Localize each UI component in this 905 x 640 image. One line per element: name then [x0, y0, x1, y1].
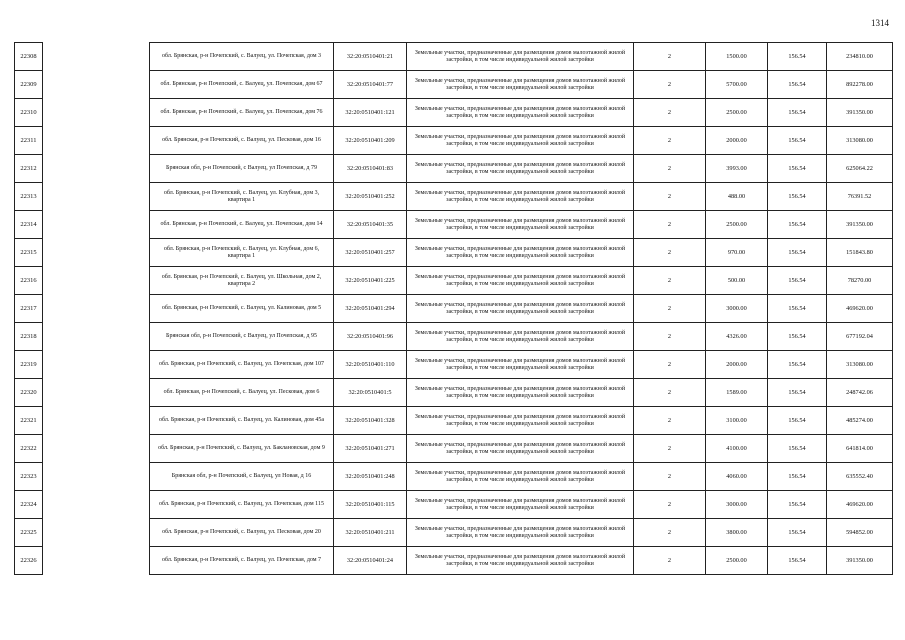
- cadastral-value-cell: 151843.80: [827, 239, 893, 267]
- rate-cell: 156.54: [768, 99, 827, 127]
- address-cell: обл. Брянская, р-н Почепский, с. Валуец, ул. Клубная, дом 3, квартира 1: [150, 183, 334, 211]
- table-row: [15, 267, 893, 295]
- group-cell: 2: [634, 239, 706, 267]
- cadastral-value-cell: 391350.00: [827, 547, 893, 575]
- area-cell: 3100.00: [706, 407, 768, 435]
- cadastral-value-cell: 78270.00: [827, 267, 893, 295]
- cadastral-value-cell: 76391.52: [827, 183, 893, 211]
- area-cell: 2500.00: [706, 547, 768, 575]
- address-cell: обл. Брянская, р-н Почепский, с. Валуец, ул. Почепская, дом 107: [150, 351, 334, 379]
- rate-cell: 156.54: [768, 239, 827, 267]
- address-cell: обл. Брянская, р-н Почепский, с. Валуец, ул. Песковая, дом 20: [150, 519, 334, 547]
- table-row: [15, 547, 893, 575]
- table-row: [15, 407, 893, 435]
- area-cell: 4060.00: [706, 463, 768, 491]
- row-number: 22321: [15, 407, 43, 435]
- group-cell: 2: [634, 99, 706, 127]
- rate-cell: 156.54: [768, 183, 827, 211]
- land-registry-table: [14, 42, 893, 575]
- cadastral-value-cell: 635552.40: [827, 463, 893, 491]
- empty-cell: [43, 463, 150, 491]
- address-cell: Брянская обл, р-н Почепский, с Валуец, ул Новая, д 16: [150, 463, 334, 491]
- row-number: 22308: [15, 43, 43, 71]
- empty-cell: [43, 351, 150, 379]
- empty-cell: [43, 127, 150, 155]
- rate-cell: 156.54: [768, 491, 827, 519]
- area-cell: 4326.00: [706, 323, 768, 351]
- address-cell: обл. Брянская, р-н Почепский, с. Валуец, ул. Почепская, дом 7: [150, 547, 334, 575]
- cadastral-number-cell: 32:20:0510401:209: [334, 127, 407, 155]
- cadastral-number-cell: 32:20:0510401:96: [334, 323, 407, 351]
- table-row: [15, 491, 893, 519]
- group-cell: 2: [634, 491, 706, 519]
- address-cell: обл. Брянская, р-н Почепский, с. Валуец, ул. Почепская, дом 14: [150, 211, 334, 239]
- area-cell: 3000.00: [706, 295, 768, 323]
- table-row: [15, 127, 893, 155]
- group-cell: 2: [634, 155, 706, 183]
- land-use-cell: Земельные участки, предназначенные для размещения домов малоэтажной жилой застройки, в том числе индивидуальной жилой застройки: [407, 519, 634, 547]
- table-row: [15, 155, 893, 183]
- row-number: 22323: [15, 463, 43, 491]
- area-cell: 3800.00: [706, 519, 768, 547]
- group-cell: 2: [634, 435, 706, 463]
- cadastral-value-cell: 469620.00: [827, 491, 893, 519]
- empty-cell: [43, 239, 150, 267]
- rate-cell: 156.54: [768, 127, 827, 155]
- cadastral-number-cell: 32:20:0510401:257: [334, 239, 407, 267]
- group-cell: 2: [634, 323, 706, 351]
- cadastral-value-cell: 313080.00: [827, 127, 893, 155]
- page-number: 1314: [871, 18, 889, 28]
- land-use-cell: Земельные участки, предназначенные для размещения домов малоэтажной жилой застройки, в том числе индивидуальной жилой застройки: [407, 211, 634, 239]
- cadastral-number-cell: 32:20:0510401:110: [334, 351, 407, 379]
- address-cell: обл. Брянская, р-н Почепский, с. Валуец, ул. Почепская, дом 3: [150, 43, 334, 71]
- cadastral-value-cell: 677192.04: [827, 323, 893, 351]
- row-number: 22320: [15, 379, 43, 407]
- land-use-cell: Земельные участки, предназначенные для размещения домов малоэтажной жилой застройки, в том числе индивидуальной жилой застройки: [407, 43, 634, 71]
- cadastral-value-cell: 641814.00: [827, 435, 893, 463]
- land-use-cell: Земельные участки, предназначенные для размещения домов малоэтажной жилой застройки, в том числе индивидуальной жилой застройки: [407, 127, 634, 155]
- rate-cell: 156.54: [768, 71, 827, 99]
- cadastral-value-cell: 485274.00: [827, 407, 893, 435]
- land-use-cell: Земельные участки, предназначенные для размещения домов малоэтажной жилой застройки, в том числе индивидуальной жилой застройки: [407, 183, 634, 211]
- land-use-cell: Земельные участки, предназначенные для размещения домов малоэтажной жилой застройки, в том числе индивидуальной жилой застройки: [407, 547, 634, 575]
- table-row: [15, 351, 893, 379]
- cadastral-value-cell: 892278.00: [827, 71, 893, 99]
- cadastral-value-cell: 391350.00: [827, 99, 893, 127]
- empty-cell: [43, 547, 150, 575]
- cadastral-number-cell: 32:20:0510401:248: [334, 463, 407, 491]
- address-cell: обл. Брянская, р-н Почепский, с. Валуец, ул. Школьная, дом 2, квартира 2: [150, 267, 334, 295]
- group-cell: 2: [634, 351, 706, 379]
- row-number: 22324: [15, 491, 43, 519]
- cadastral-number-cell: 32:20:0510401:83: [334, 155, 407, 183]
- land-use-cell: Земельные участки, предназначенные для размещения домов малоэтажной жилой застройки, в том числе индивидуальной жилой застройки: [407, 71, 634, 99]
- cadastral-value-cell: 469620.00: [827, 295, 893, 323]
- empty-cell: [43, 379, 150, 407]
- rate-cell: 156.54: [768, 351, 827, 379]
- row-number: 22309: [15, 71, 43, 99]
- rate-cell: 156.54: [768, 463, 827, 491]
- cadastral-number-cell: 32:20:0510401:5: [334, 379, 407, 407]
- address-cell: обл. Брянская, р-н Почепский, с. Валуец, ул. Баклановская, дом 9: [150, 435, 334, 463]
- table-row: [15, 239, 893, 267]
- area-cell: 3000.00: [706, 491, 768, 519]
- row-number: 22326: [15, 547, 43, 575]
- address-cell: обл. Брянская, р-н Почепский, с. Валуец, ул. Почепская, дом 67: [150, 71, 334, 99]
- address-cell: обл. Брянская, р-н Почепский, с. Валуец, ул. Клубная, дом 6, квартира 1: [150, 239, 334, 267]
- cadastral-value-cell: 234810.00: [827, 43, 893, 71]
- land-use-cell: Земельные участки, предназначенные для размещения домов малоэтажной жилой застройки, в том числе индивидуальной жилой застройки: [407, 239, 634, 267]
- row-number: 22315: [15, 239, 43, 267]
- area-cell: 2000.00: [706, 127, 768, 155]
- rate-cell: 156.54: [768, 407, 827, 435]
- area-cell: 1500.00: [706, 43, 768, 71]
- empty-cell: [43, 211, 150, 239]
- empty-cell: [43, 407, 150, 435]
- group-cell: 2: [634, 211, 706, 239]
- empty-cell: [43, 435, 150, 463]
- address-cell: обл. Брянская, р-н Почепский, с. Валуец, ул. Почепская, дом 115: [150, 491, 334, 519]
- land-use-cell: Земельные участки, предназначенные для размещения домов малоэтажной жилой застройки, в том числе индивидуальной жилой застройки: [407, 155, 634, 183]
- row-number: 22322: [15, 435, 43, 463]
- address-cell: обл. Брянская, р-н Почепский, с. Валуец, ул. Песковая, дом 6: [150, 379, 334, 407]
- address-cell: обл. Брянская, р-н Почепский, с. Валуец, ул. Калиновая, дом 45а: [150, 407, 334, 435]
- area-cell: 3993.00: [706, 155, 768, 183]
- area-cell: 1589.00: [706, 379, 768, 407]
- table-row: [15, 463, 893, 491]
- table-row: [15, 99, 893, 127]
- row-number: 22316: [15, 267, 43, 295]
- cadastral-value-cell: 625064.22: [827, 155, 893, 183]
- area-cell: 4100.00: [706, 435, 768, 463]
- cadastral-number-cell: 32:20:0510401:294: [334, 295, 407, 323]
- table-row: [15, 43, 893, 71]
- rate-cell: 156.54: [768, 267, 827, 295]
- cadastral-value-cell: 248742.06: [827, 379, 893, 407]
- group-cell: 2: [634, 43, 706, 71]
- area-cell: 488.00: [706, 183, 768, 211]
- table-row: [15, 295, 893, 323]
- cadastral-number-cell: 32:20:0510401:115: [334, 491, 407, 519]
- empty-cell: [43, 295, 150, 323]
- address-cell: Брянская обл, р-н Почепский, с Валуец, ул Почепская, д 95: [150, 323, 334, 351]
- cadastral-number-cell: 32:20:0510401:211: [334, 519, 407, 547]
- row-number: 22317: [15, 295, 43, 323]
- land-use-cell: Земельные участки, предназначенные для размещения домов малоэтажной жилой застройки, в том числе индивидуальной жилой застройки: [407, 491, 634, 519]
- land-use-cell: Земельные участки, предназначенные для размещения домов малоэтажной жилой застройки, в том числе индивидуальной жилой застройки: [407, 407, 634, 435]
- table-row: [15, 519, 893, 547]
- row-number: 22319: [15, 351, 43, 379]
- cadastral-number-cell: 32:20:0510401:225: [334, 267, 407, 295]
- land-use-cell: Земельные участки, предназначенные для размещения домов малоэтажной жилой застройки, в том числе индивидуальной жилой застройки: [407, 295, 634, 323]
- address-cell: Брянская обл, р-н Почепский, с Валуец, ул Почепская, д 79: [150, 155, 334, 183]
- row-number: 22325: [15, 519, 43, 547]
- cadastral-value-cell: 313080.00: [827, 351, 893, 379]
- group-cell: 2: [634, 71, 706, 99]
- group-cell: 2: [634, 379, 706, 407]
- empty-cell: [43, 323, 150, 351]
- row-number: 22310: [15, 99, 43, 127]
- table-row: [15, 379, 893, 407]
- row-number: 22312: [15, 155, 43, 183]
- cadastral-number-cell: 32:20:0510401:24: [334, 547, 407, 575]
- empty-cell: [43, 99, 150, 127]
- group-cell: 2: [634, 407, 706, 435]
- group-cell: 2: [634, 267, 706, 295]
- table-body: [15, 43, 893, 575]
- empty-cell: [43, 267, 150, 295]
- group-cell: 2: [634, 183, 706, 211]
- empty-cell: [43, 43, 150, 71]
- table-row: [15, 323, 893, 351]
- cadastral-value-cell: 391350.00: [827, 211, 893, 239]
- cadastral-number-cell: 32:20:0510401:328: [334, 407, 407, 435]
- land-use-cell: Земельные участки, предназначенные для размещения домов малоэтажной жилой застройки, в том числе индивидуальной жилой застройки: [407, 323, 634, 351]
- area-cell: 970.00: [706, 239, 768, 267]
- empty-cell: [43, 155, 150, 183]
- area-cell: 500.00: [706, 267, 768, 295]
- cadastral-number-cell: 32:20:0510401:77: [334, 71, 407, 99]
- empty-cell: [43, 491, 150, 519]
- land-use-cell: Земельные участки, предназначенные для размещения домов малоэтажной жилой застройки, в том числе индивидуальной жилой застройки: [407, 463, 634, 491]
- area-cell: 5700.00: [706, 71, 768, 99]
- rate-cell: 156.54: [768, 323, 827, 351]
- land-use-cell: Земельные участки, предназначенные для размещения домов малоэтажной жилой застройки, в том числе индивидуальной жилой застройки: [407, 267, 634, 295]
- table-row: [15, 71, 893, 99]
- group-cell: 2: [634, 519, 706, 547]
- group-cell: 2: [634, 463, 706, 491]
- row-number: 22311: [15, 127, 43, 155]
- area-cell: 2500.00: [706, 211, 768, 239]
- land-use-cell: Земельные участки, предназначенные для размещения домов малоэтажной жилой застройки, в том числе индивидуальной жилой застройки: [407, 99, 634, 127]
- table-row: [15, 211, 893, 239]
- land-use-cell: Земельные участки, предназначенные для размещения домов малоэтажной жилой застройки, в том числе индивидуальной жилой застройки: [407, 379, 634, 407]
- empty-cell: [43, 183, 150, 211]
- rate-cell: 156.54: [768, 379, 827, 407]
- rate-cell: 156.54: [768, 155, 827, 183]
- address-cell: обл. Брянская, р-н Почепский, с. Валуец, ул. Калиновая, дом 5: [150, 295, 334, 323]
- row-number: 22313: [15, 183, 43, 211]
- table-row: [15, 183, 893, 211]
- land-use-cell: Земельные участки, предназначенные для размещения домов малоэтажной жилой застройки, в том числе индивидуальной жилой застройки: [407, 435, 634, 463]
- row-number: 22318: [15, 323, 43, 351]
- address-cell: обл. Брянская, р-н Почепский, с. Валуец, ул. Почепская, дом 76: [150, 99, 334, 127]
- area-cell: 2000.00: [706, 351, 768, 379]
- cadastral-number-cell: 32:20:0510401:252: [334, 183, 407, 211]
- cadastral-number-cell: 32:20:0510401:121: [334, 99, 407, 127]
- group-cell: 2: [634, 295, 706, 323]
- table-row: [15, 435, 893, 463]
- cadastral-number-cell: 32:20:0510401:35: [334, 211, 407, 239]
- cadastral-number-cell: 32:20:0510401:271: [334, 435, 407, 463]
- rate-cell: 156.54: [768, 547, 827, 575]
- land-use-cell: Земельные участки, предназначенные для размещения домов малоэтажной жилой застройки, в том числе индивидуальной жилой застройки: [407, 351, 634, 379]
- area-cell: 2500.00: [706, 99, 768, 127]
- rate-cell: 156.54: [768, 519, 827, 547]
- empty-cell: [43, 71, 150, 99]
- rate-cell: 156.54: [768, 211, 827, 239]
- rate-cell: 156.54: [768, 435, 827, 463]
- rate-cell: 156.54: [768, 43, 827, 71]
- empty-cell: [43, 519, 150, 547]
- address-cell: обл. Брянская, р-н Почепский, с. Валуец, ул. Песковая, дом 16: [150, 127, 334, 155]
- group-cell: 2: [634, 127, 706, 155]
- rate-cell: 156.54: [768, 295, 827, 323]
- row-number: 22314: [15, 211, 43, 239]
- cadastral-number-cell: 32:20:0510401:21: [334, 43, 407, 71]
- cadastral-value-cell: 594852.00: [827, 519, 893, 547]
- group-cell: 2: [634, 547, 706, 575]
